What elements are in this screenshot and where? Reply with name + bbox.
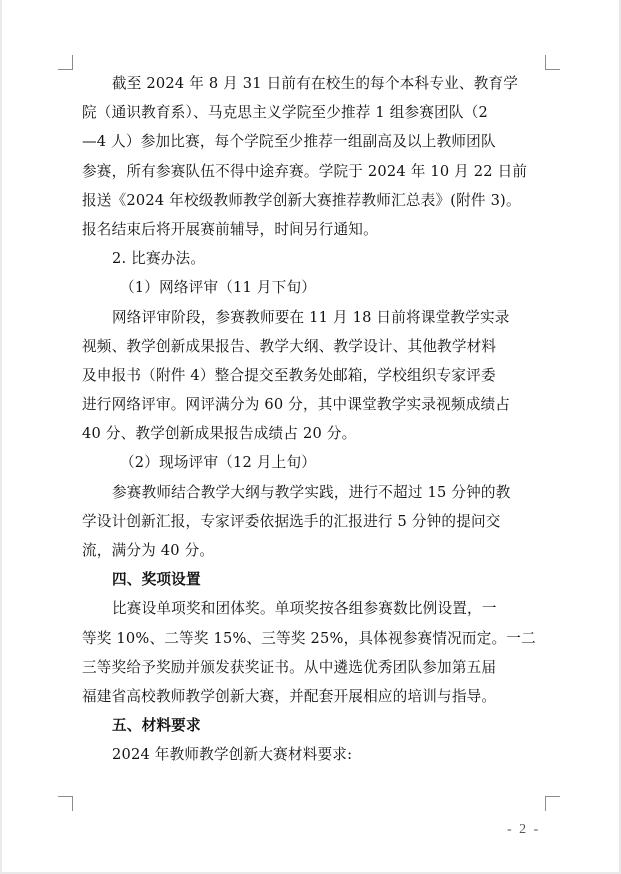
paragraph-line: —4 人）参加比赛，每个学院至少推荐一组副高及以上教师团队 xyxy=(82,133,496,151)
paragraph-line: 视频、教学创新成果报告、教学大纲、教学设计、其他教学材料 xyxy=(82,337,497,355)
paragraph-line: 及申报书（附件 4）整合提交至教务处邮箱，学校组织专家评委 xyxy=(82,366,496,384)
section-heading: 五、材料要求 xyxy=(112,717,201,735)
paragraph-line: 报名结束后将开展赛前辅导，时间另行通知。 xyxy=(82,220,378,238)
paragraph-line: 报送《2024 年校级教师教学创新大赛推荐教师汇总表》(附件 3)。 xyxy=(82,191,521,209)
list-item-heading: 2. 比赛办法。 xyxy=(112,250,206,268)
margin-corner-mark xyxy=(545,796,560,811)
paragraph-line: 参赛教师结合教学大纲与教学实践，进行不超过 15 分钟的教 xyxy=(112,483,511,501)
paragraph-line: 截至 2024 年 8 月 31 日前有在校生的每个本科专业、教育学 xyxy=(112,75,519,92)
paragraph-line: 三等奖给予奖励并颁发获奖证书。从中遴选优秀团队参加第五届 xyxy=(82,658,497,676)
paragraph-line: 网络评审阶段，参赛教师要在 11 月 18 日前将课堂教学实录 xyxy=(112,308,510,326)
paragraph-line: 进行网络评审。网评满分为 60 分，其中课堂教学实录视频成绩占 xyxy=(82,396,511,414)
subsection-heading: （1）网络评审（11 月下旬） xyxy=(120,279,317,297)
document-body xyxy=(82,69,552,770)
paragraph-line: 院（通识教育系）、马克思主义学院至少推荐 1 组参赛团队（2 xyxy=(82,104,488,122)
paragraph-line: 2024 年教师教学创新大赛材料要求: xyxy=(112,746,353,764)
paragraph-line: 学设计创新汇报，专家评委依据选手的汇报进行 5 分钟的提问交 xyxy=(82,512,501,530)
document-page xyxy=(2,0,619,872)
margin-corner-mark xyxy=(58,55,73,70)
section-heading: 四、奖项设置 xyxy=(112,571,201,589)
paragraph-line: 福建省高校教师教学创新大赛，并配套开展相应的培训与指导。 xyxy=(82,687,497,705)
paragraph-line: 等奖 10%、二等奖 15%、三等奖 25%，具体视参赛情况而定。一二 xyxy=(82,629,536,647)
margin-corner-mark xyxy=(545,55,560,70)
page-number: - 2 - xyxy=(507,822,541,837)
paragraph-line: 流，满分为 40 分。 xyxy=(82,542,215,559)
subsection-heading: （2）现场评审（12 月上旬） xyxy=(120,454,317,472)
paragraph-line: 比赛设单项奖和团体奖。单项奖按各组参赛数比例设置，一 xyxy=(112,600,497,618)
margin-corner-mark xyxy=(58,796,73,811)
paragraph-line: 参赛，所有参赛队伍不得中途弃赛。学院于 2024 年 10 月 22 日前 xyxy=(82,162,528,180)
paragraph-line: 40 分、教学创新成果报告成绩占 20 分。 xyxy=(82,425,357,443)
